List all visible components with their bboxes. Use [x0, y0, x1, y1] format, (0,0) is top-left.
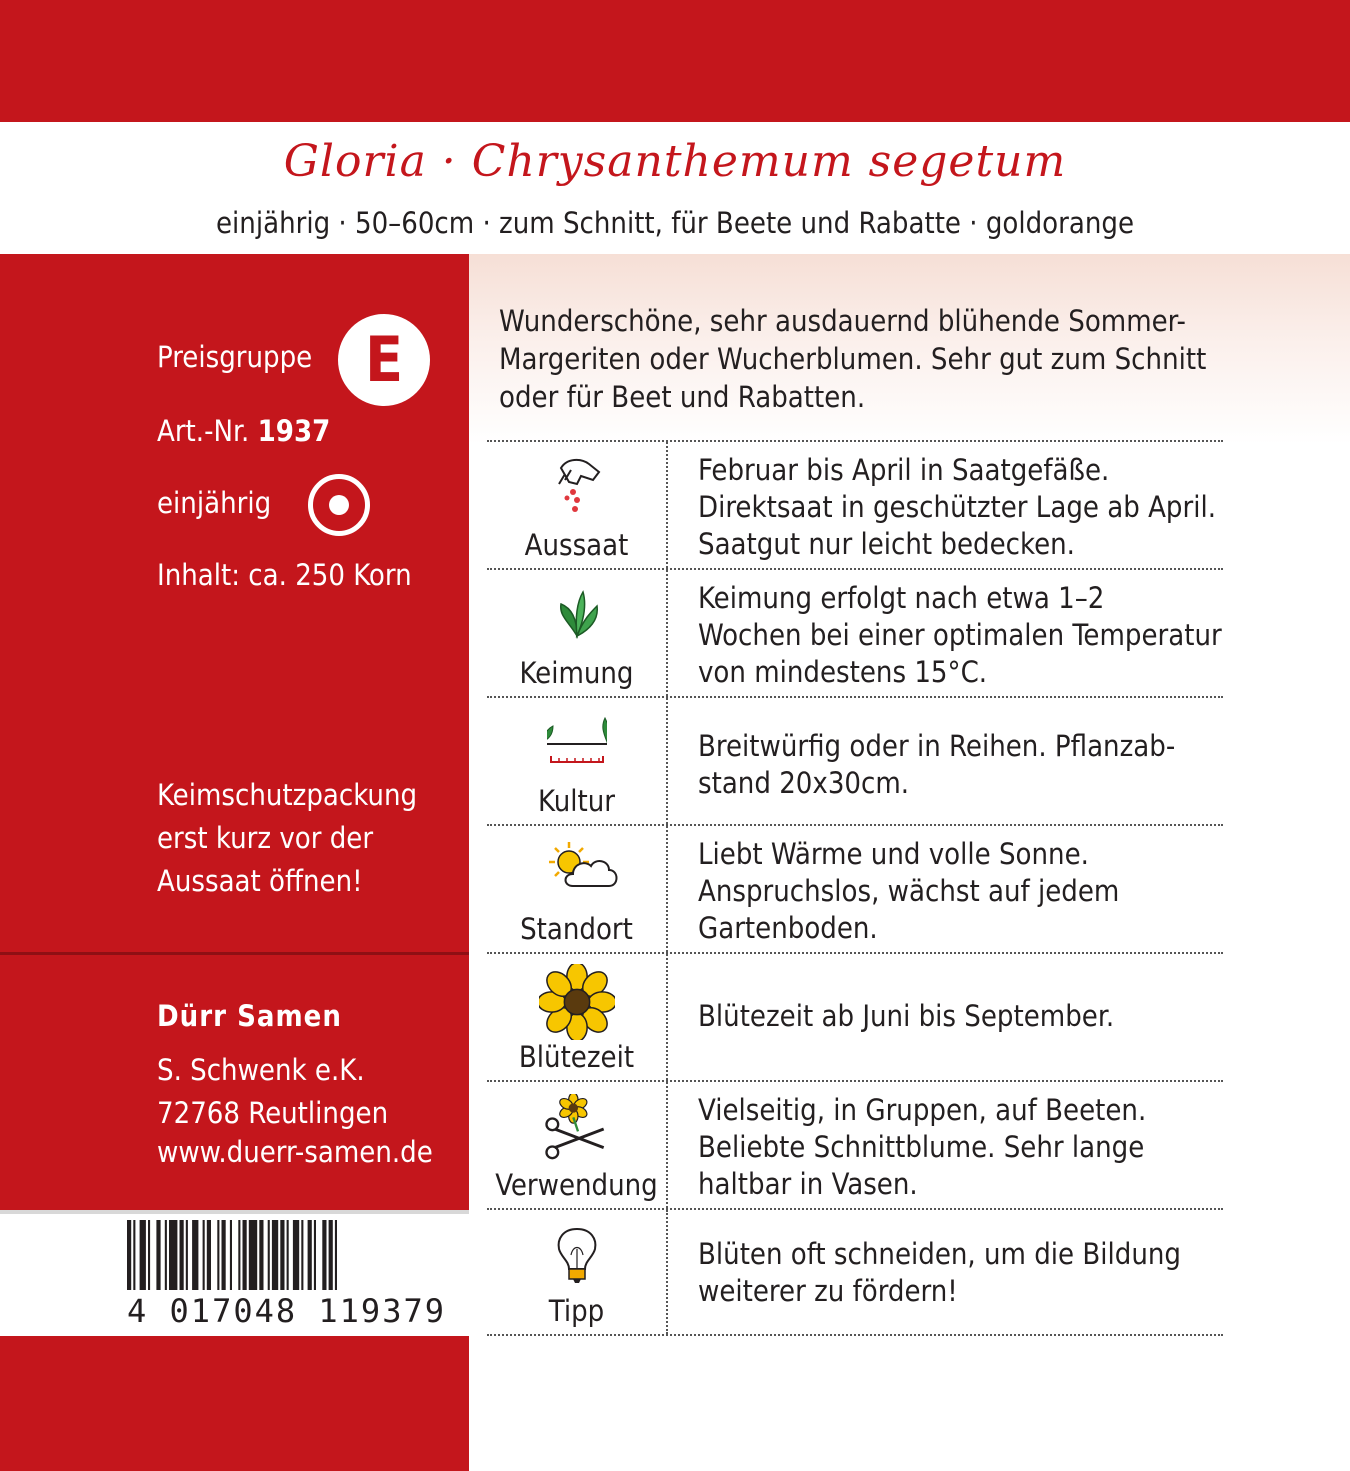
desc-line: Wochen bei einer optimalen Temperatur [698, 618, 1222, 652]
table-row [487, 1208, 1223, 1336]
row-icon-cell [487, 1210, 668, 1334]
desc-line: Direktsaat in geschützter Lage ab April. [698, 490, 1216, 524]
intro-line: Margeriten oder Wucherblumen. Sehr gut zum Schnitt [499, 342, 1207, 376]
note-line: Aussaat öffnen! [157, 864, 363, 898]
row-icon-cell [487, 954, 668, 1080]
company-name: Dürr Samen [157, 999, 342, 1033]
row-label: Aussaat [524, 528, 629, 562]
row-label: Blütezeit [518, 1040, 635, 1074]
company-owner: S. Schwenk e.K. [157, 1053, 365, 1087]
article-value: 1937 [257, 414, 331, 448]
content-amount: Inhalt: ca. 250 Korn [157, 558, 412, 592]
main-content [469, 254, 1350, 1471]
desc-line: haltbar in Vasen. [698, 1167, 918, 1201]
table-row [487, 696, 1223, 824]
sidebar-info-panel [0, 254, 469, 952]
seedling-icon [547, 582, 607, 642]
row-description [698, 728, 1238, 802]
row-label: Kultur [538, 784, 615, 818]
desc-line: Blütezeit ab Juni bis September. [698, 999, 1115, 1033]
light-bulb-icon [547, 1222, 607, 1288]
row-label: Keimung [519, 656, 634, 690]
desc-line: weiterer zu fördern! [698, 1274, 958, 1308]
sun-cloud-icon [527, 838, 627, 898]
row-label: Standort [520, 912, 633, 946]
desc-line: Liebt Wärme und volle Sonne. [698, 837, 1089, 871]
sidebar [0, 254, 469, 1471]
row-icon-cell [487, 570, 668, 696]
sidebar-bottom-band [0, 1336, 469, 1471]
company-panel [0, 952, 469, 1210]
desc-line: Gartenboden. [698, 911, 878, 945]
row-icon-cell [487, 826, 668, 952]
annual-circle-icon [308, 474, 370, 536]
row-description [698, 1236, 1238, 1310]
intro-line: Wunderschöne, sehr ausdauernd blühende Sommer- [499, 304, 1186, 338]
desc-line: stand 20x30cm. [698, 766, 910, 800]
desc-line: Blüten oft schneiden, um die Bildung [698, 1237, 1181, 1271]
row-icon-cell [487, 698, 668, 824]
row-label: Verwendung [495, 1168, 658, 1202]
row-description [698, 998, 1238, 1035]
desc-line: Keimung erfolgt nach etwa 1–2 [698, 581, 1105, 615]
table-row [487, 440, 1223, 568]
desc-line: Breitwürfig oder in Reihen. Pflanzab- [698, 729, 1176, 763]
intro-text [499, 302, 1259, 416]
row-icon-cell [487, 1082, 668, 1208]
germ-protection-note [157, 774, 417, 903]
table-row [487, 1080, 1223, 1208]
note-line: erst kurz vor der [157, 821, 374, 855]
table-row [487, 568, 1223, 696]
row-description [698, 580, 1238, 691]
barcode-area [0, 1210, 469, 1336]
header [0, 122, 1350, 254]
table-row [487, 952, 1223, 1080]
article-label: Art.-Nr. [157, 414, 250, 448]
table-row [487, 824, 1223, 952]
row-description [698, 1092, 1238, 1203]
note-line: Keimschutzpackung [157, 778, 418, 812]
sowing-hand-icon [547, 454, 607, 514]
row-icon-cell [487, 442, 668, 568]
product-title: Gloria · Chrysanthemum segetum [283, 136, 1067, 187]
desc-line: Beliebte Schnittblume. Sehr lange [698, 1130, 1145, 1164]
desc-line: Februar bis April in Saatgefäße. [698, 453, 1110, 487]
spacing-plants-icon [547, 710, 607, 770]
row-label: Tipp [548, 1294, 605, 1328]
cultivation-table [487, 440, 1223, 1336]
article-number [157, 414, 330, 448]
desc-line: Anspruchslos, wächst auf jedem [698, 874, 1120, 908]
barcode-digits: 4 017048 119379 [127, 1292, 446, 1330]
price-group-label: Preisgruppe [157, 340, 313, 374]
company-website[interactable]: www.duerr-samen.de [157, 1135, 433, 1169]
lifecycle-label: einjährig [157, 486, 272, 520]
intro-line: oder für Beet und Rabatten. [499, 380, 866, 414]
desc-line: Saatgut nur leicht bedecken. [698, 527, 1075, 561]
top-red-band [0, 0, 1350, 122]
scissors-flower-icon [543, 1094, 613, 1164]
row-description [698, 836, 1238, 947]
flower-icon [539, 964, 615, 1040]
product-subtitle: einjährig · 50–60cm · zum Schnitt, für Beete und Rabatte · goldorange [215, 206, 1135, 240]
desc-line: von mindestens 15°C. [698, 655, 988, 689]
desc-line: Vielseitig, in Gruppen, auf Beeten. [698, 1093, 1147, 1127]
company-city: 72768 Reutlingen [157, 1096, 389, 1130]
row-description [698, 452, 1238, 563]
price-group-badge: E [338, 314, 430, 406]
